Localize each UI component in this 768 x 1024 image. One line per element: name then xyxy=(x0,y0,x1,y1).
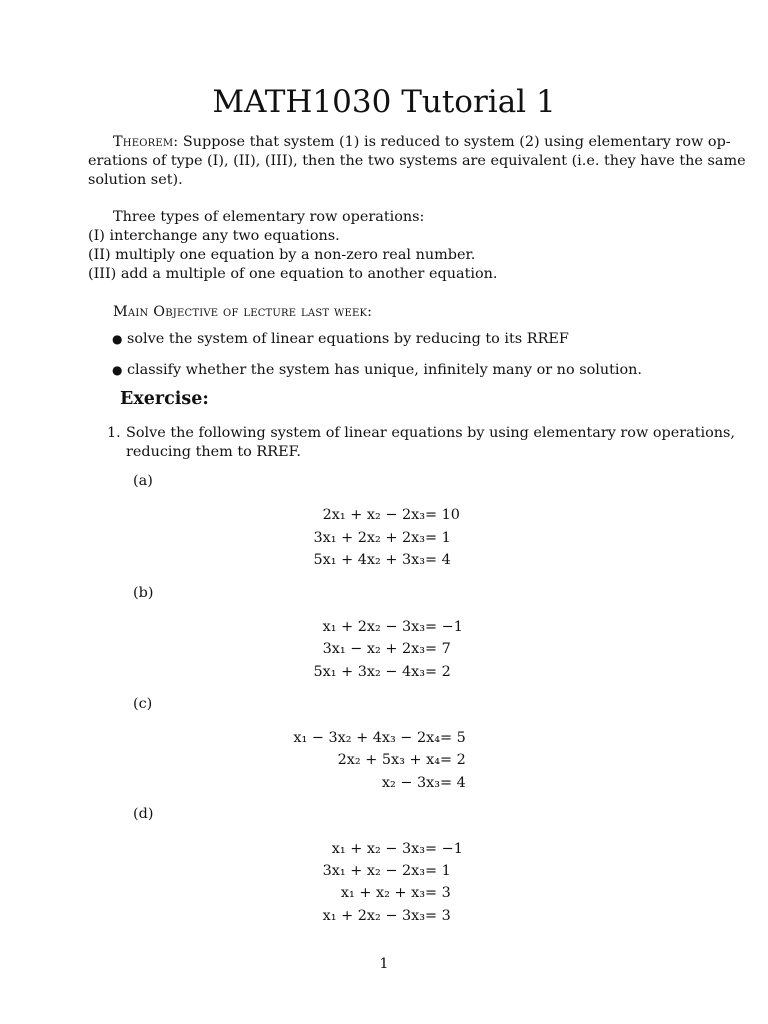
list-item: ● solve the system of linear equations by reducing to its RREF xyxy=(112,331,569,347)
theorem-line-2: erations of type (I), (II), (III), then the two systems are equivalent (i.e. they have the same xyxy=(88,153,746,169)
theorem-line-3: solution set). xyxy=(88,172,183,188)
exercise-heading: Exercise: xyxy=(120,389,209,409)
question-number: 1. xyxy=(107,425,121,441)
theorem-label: Theorem: xyxy=(113,134,179,150)
row-op-item: (I) interchange any two equations. xyxy=(88,228,340,244)
part-label: (c) xyxy=(133,696,153,712)
theorem-paragraph xyxy=(88,133,746,190)
objective-heading: Main Objective of lecture last week: xyxy=(113,304,373,320)
part-label: (d) xyxy=(133,806,154,822)
part-label: (b) xyxy=(133,585,154,601)
page-title: MATH1030 Tutorial 1 xyxy=(212,84,556,120)
row-ops-intro: Three types of elementary row operations: xyxy=(113,209,425,225)
theorem-line-1: Theorem: Suppose that system (1) is reduced to system (2) using elementary row op- xyxy=(113,134,731,150)
list-item: ● classify whether the system has unique, infinitely many or no solution. xyxy=(112,362,642,378)
page-number: 1 xyxy=(379,956,389,972)
row-operations-list xyxy=(88,208,679,284)
document-page: MATH1030 Tutorial 1 Theorem: Suppose that system (1) is reduced to system (2) using elementary row op- erations of type (I), (II), (III), then the two systems are equivalent (i.e. they have the same solution set). Three types of elementary row operations: (I) interchange any two equations. (II) multiply one equation by a non-zero real number. (III) add a multiple of one equation to another equation. Main Objective of lecture last week: ● solve the system of linear equations by reducing to its RREF ● classify whether the system has unique, infinitely many or no solution. Exercise: 1. Solve the following system of linear equations by using elementary row operations, reducing them to RREF. (a) 2x₁ + x₂ − 2x₃ = 10 3x₁ + 2x₂ + 2x₃ = 1 5x₁ + 4x₂ + 3x₃ = 4 (b) x₁ + 2x₂ − 3x₃ = −1 3x₁ − x₂ + 2x₃ = 7 5x₁ + 3x₂ − 4x₃ = 2 (c) x₁ − 3x₂ + 4x₃ − 2x₄ = 5 2x₂ + 5x₃ + x₄ = 2 x₂ − 3x₃ = 4 (d) x₁ + x₂ − 3x₃ = −1 3x₁ + x₂ − 2x₃ = 1 x₁ + x₂ + x₃ = 3 x₁ + 2x₂ − 3x₃ = 3 1 xyxy=(0,0,768,1024)
part-label: (a) xyxy=(133,473,153,489)
row-op-item: (II) multiply one equation by a non-zero real number. xyxy=(88,247,476,263)
question-text: Solve the following system of linear equations by using elementary row operations, reducing them to RREF. xyxy=(126,425,735,460)
row-op-item: (III) add a multiple of one equation to another equation. xyxy=(88,266,498,282)
